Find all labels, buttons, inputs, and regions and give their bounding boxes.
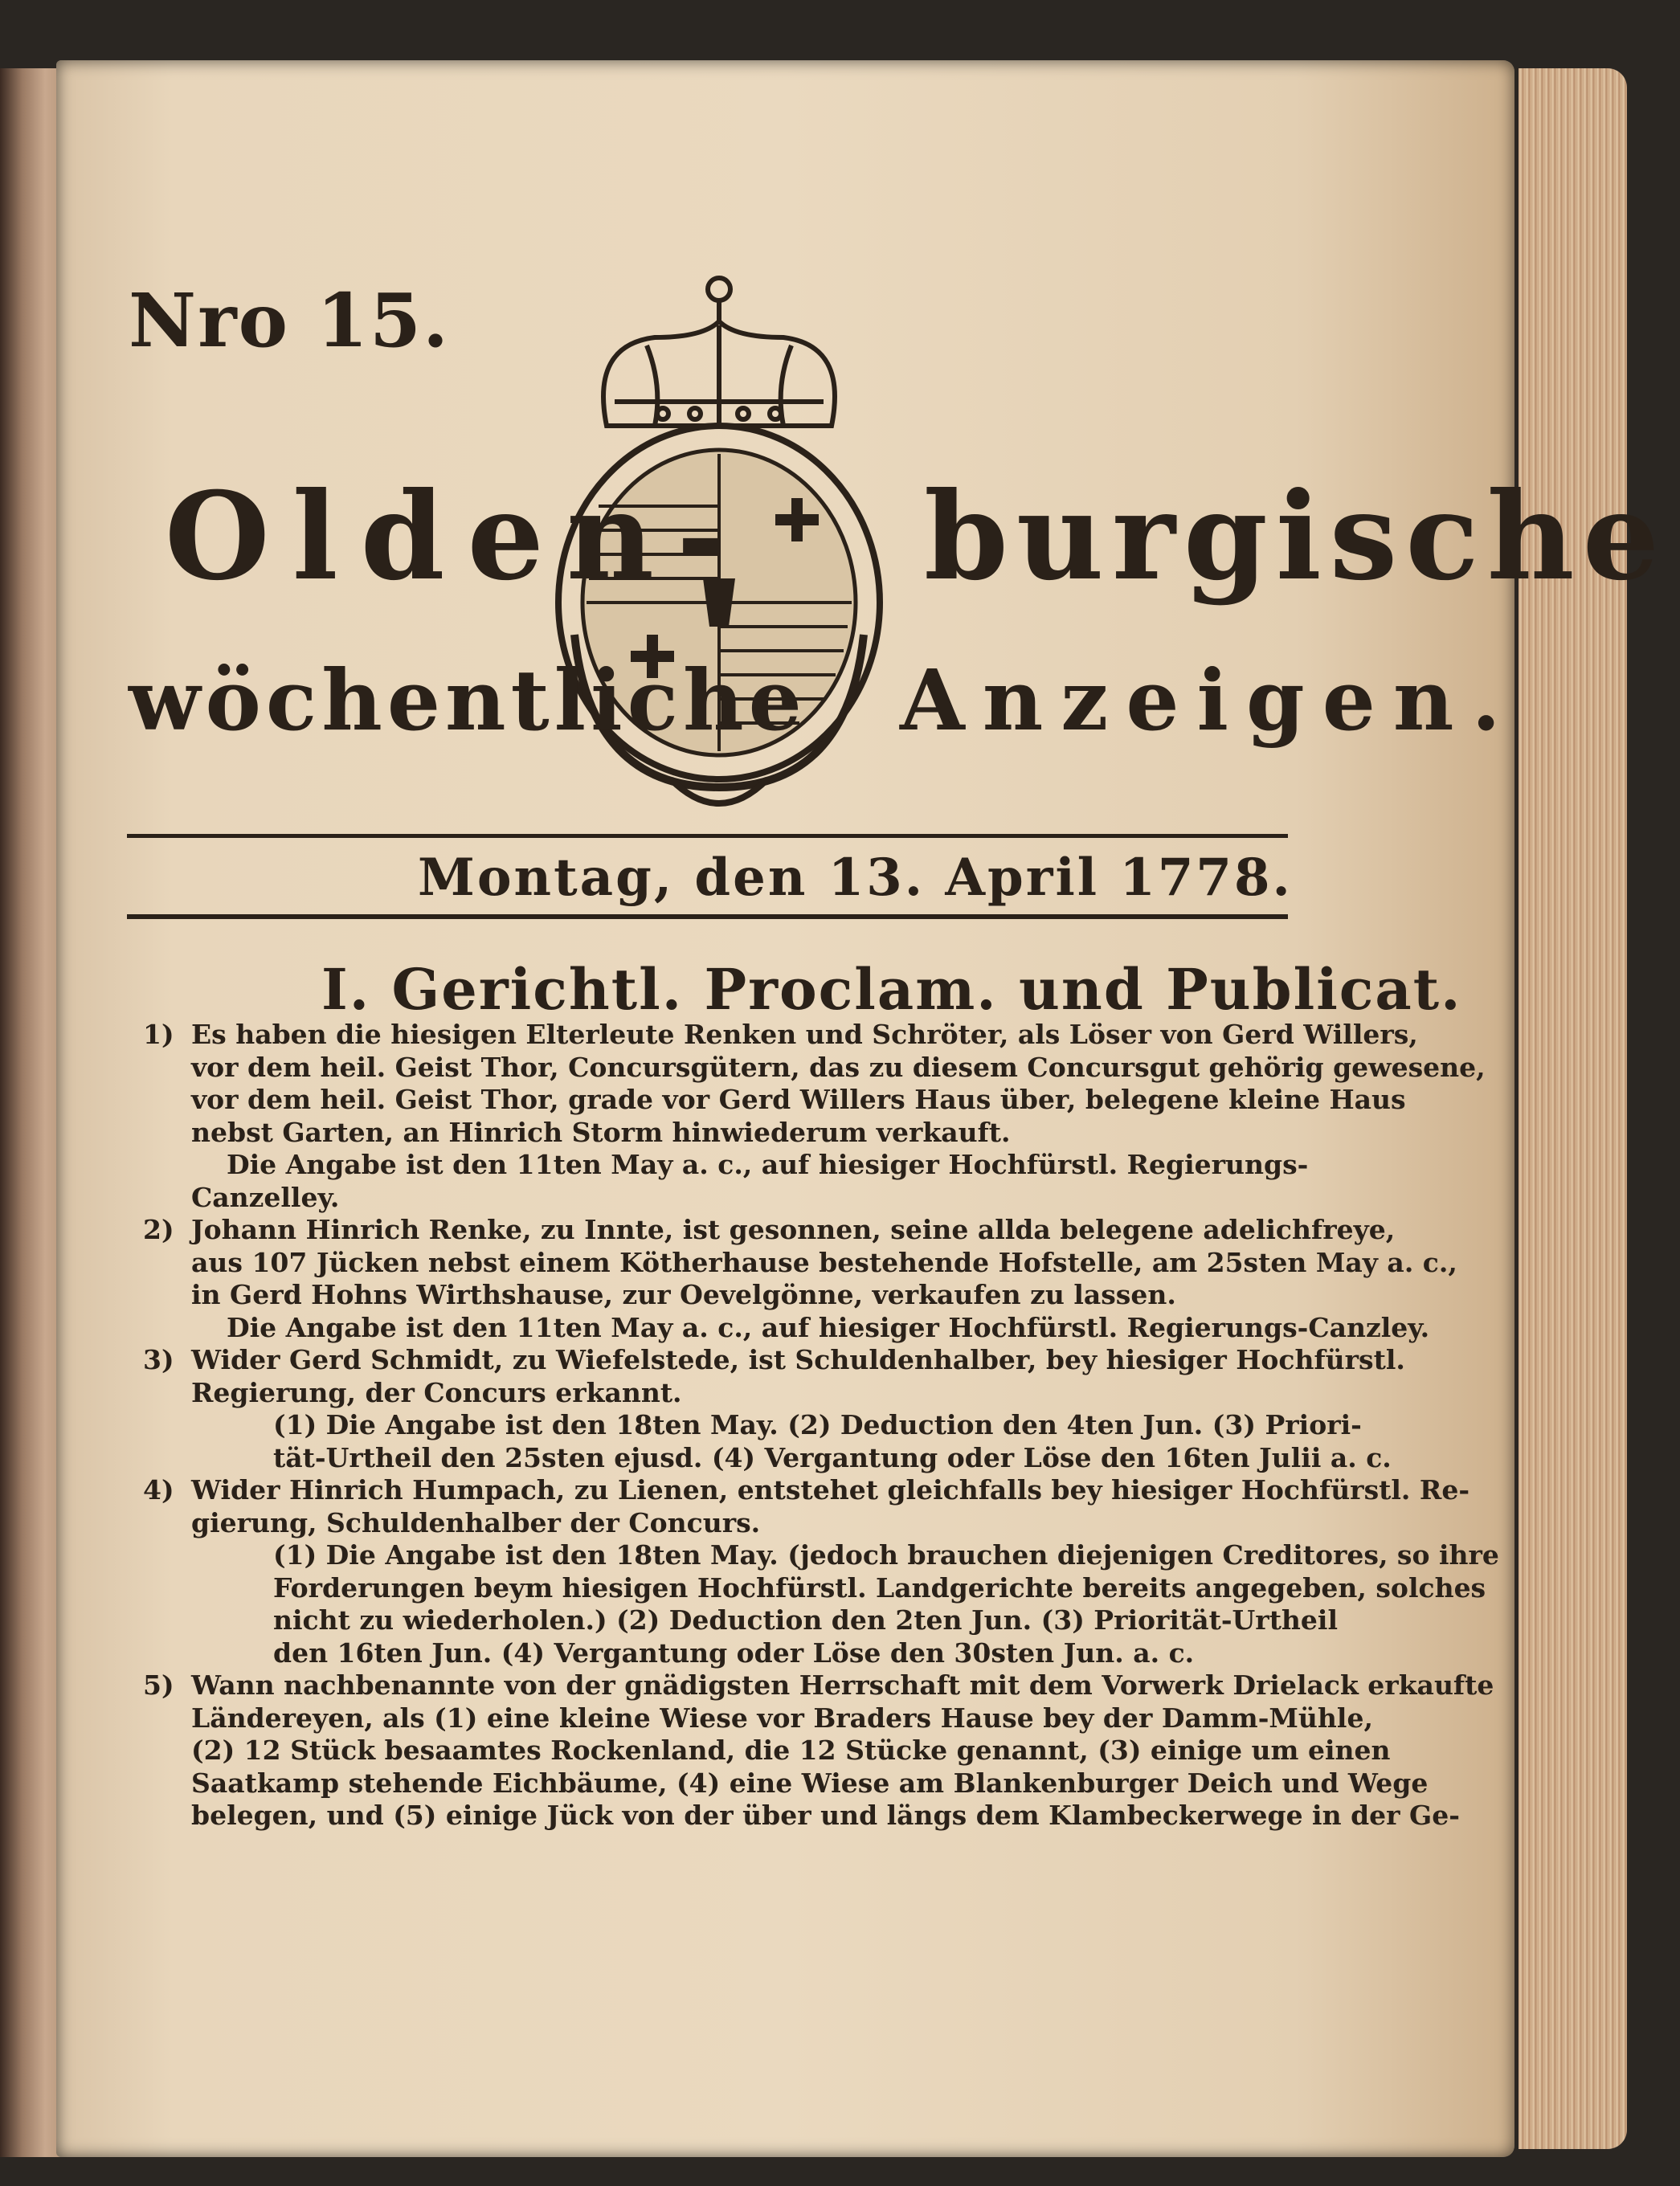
text-line: Johann Hinrich Renke, zu Innte, ist gesonnen, seine allda belegene adelichfreye, — [191, 1214, 1396, 1245]
entry-5 — [143, 1669, 1494, 1833]
entry-number: 2) — [143, 1214, 174, 1245]
text-line: nebst Garten, an Hinrich Storm hinwiederum verkauft. — [191, 1116, 1011, 1148]
page-stack-edge — [1519, 68, 1627, 2149]
text-line: Saatkamp stehende Eichbäume, (4) eine Wiese am Blankenburger Deich und Wege — [191, 1767, 1429, 1799]
entry-3 — [143, 1344, 1405, 1474]
article-body — [143, 1019, 1499, 1833]
sub-line: tät-Urtheil den 25sten ejusd. (4) Vergantung oder Löse den 16ten Julii a. c. — [273, 1441, 1392, 1473]
subtitle-right: Anzeigen. — [900, 651, 1519, 750]
text-line: Regierung, der Concurs erkannt. — [191, 1376, 682, 1408]
entry-4 — [143, 1474, 1499, 1669]
sub-line: den 16ten Jun. (4) Vergantung oder Löse den 30sten Jun. a. c. — [273, 1636, 1195, 1669]
text-line: vor dem heil. Geist Thor, Concursgütern, das zu diesem Concursgut gehörig gewesene, — [191, 1051, 1486, 1083]
note-line: Die Angabe ist den 11ten May a. c., auf hiesiger Hochfürstl. Regierungs-Canzley. — [227, 1311, 1430, 1343]
text-line: Wann nachbenannte von der gnädigsten Herrschaft mit dem Vorwerk Drielack erkaufte — [191, 1669, 1494, 1701]
section-heading: I. Gerichtl. Proclam. und Publicat. — [321, 956, 1462, 1023]
note-line: Die Angabe ist den 11ten May a. c., auf hiesiger Hochfürstl. Regierungs- — [227, 1149, 1309, 1180]
entry-number: 4) — [143, 1474, 174, 1506]
bottom-rule — [127, 914, 1288, 919]
entry-number: 3) — [143, 1344, 174, 1375]
left-page-edge — [0, 68, 64, 2157]
text-line: Wider Gerd Schmidt, zu Wiefelstede, ist Schuldenhalber, bey hiesiger Hochfürstl. — [191, 1344, 1405, 1375]
sub-line: nicht zu wiederholen.) (2) Deduction den 2ten Jun. (3) Priorität-Urtheil — [273, 1604, 1338, 1636]
issue-number: Nro 15. — [129, 277, 451, 364]
note-line: Canzelley. — [191, 1181, 340, 1213]
title-right: burgische — [924, 466, 1668, 607]
sub-line: (1) Die Angabe ist den 18ten May. (jedoch brauchen diejenigen Creditores, so ihre — [273, 1539, 1499, 1571]
text-line: Es haben die hiesigen Elterleute Renken und Schröter, als Löser von Gerd Willers, — [191, 1019, 1418, 1050]
issue-date: Montag, den 13. April 1778. — [418, 848, 1293, 908]
text-line: Ländereyen, als (1) eine kleine Wiese vor Braders Hause bey der Damm-Mühle, — [191, 1702, 1373, 1734]
text-line: gierung, Schuldenhalber der Concurs. — [191, 1506, 761, 1538]
subtitle-left: wöchentliche — [129, 651, 807, 750]
sub-line: Forderungen beym hiesigen Hochfürstl. Landgerichte bereits angegeben, solches — [273, 1571, 1486, 1604]
entry-number: 1) — [143, 1019, 174, 1050]
text-line: aus 107 Jücken nebst einem Kötherhause bestehende Hofstelle, am 25sten May a. c., — [191, 1246, 1457, 1278]
text-line: in Gerd Hohns Wirthshause, zur Oevelgönne, verkaufen zu lassen. — [191, 1279, 1176, 1310]
text-line: (2) 12 Stück besaamtes Rockenland, die 12 Stücke genannt, (3) einige um einen — [191, 1734, 1391, 1766]
text-line: belegen, und (5) einige Jück von der über und längs dem Klambeckerwege in der Ge- — [191, 1800, 1460, 1831]
text-line: vor dem heil. Geist Thor, grade vor Gerd Willers Haus über, belegene kleine Haus — [191, 1084, 1406, 1115]
top-rule — [127, 834, 1288, 838]
sub-line: (1) Die Angabe ist den 18ten May. (2) Deduction den 4ten Jun. (3) Priori- — [273, 1409, 1362, 1440]
entry-1 — [143, 1019, 1486, 1214]
text-line: Wider Hinrich Humpach, zu Lienen, entstehet gleichfalls bey hiesiger Hochfürstl. Re- — [191, 1474, 1470, 1506]
title-left: Olden- — [165, 466, 750, 607]
entry-number: 5) — [143, 1669, 174, 1701]
entry-2 — [143, 1214, 1457, 1344]
